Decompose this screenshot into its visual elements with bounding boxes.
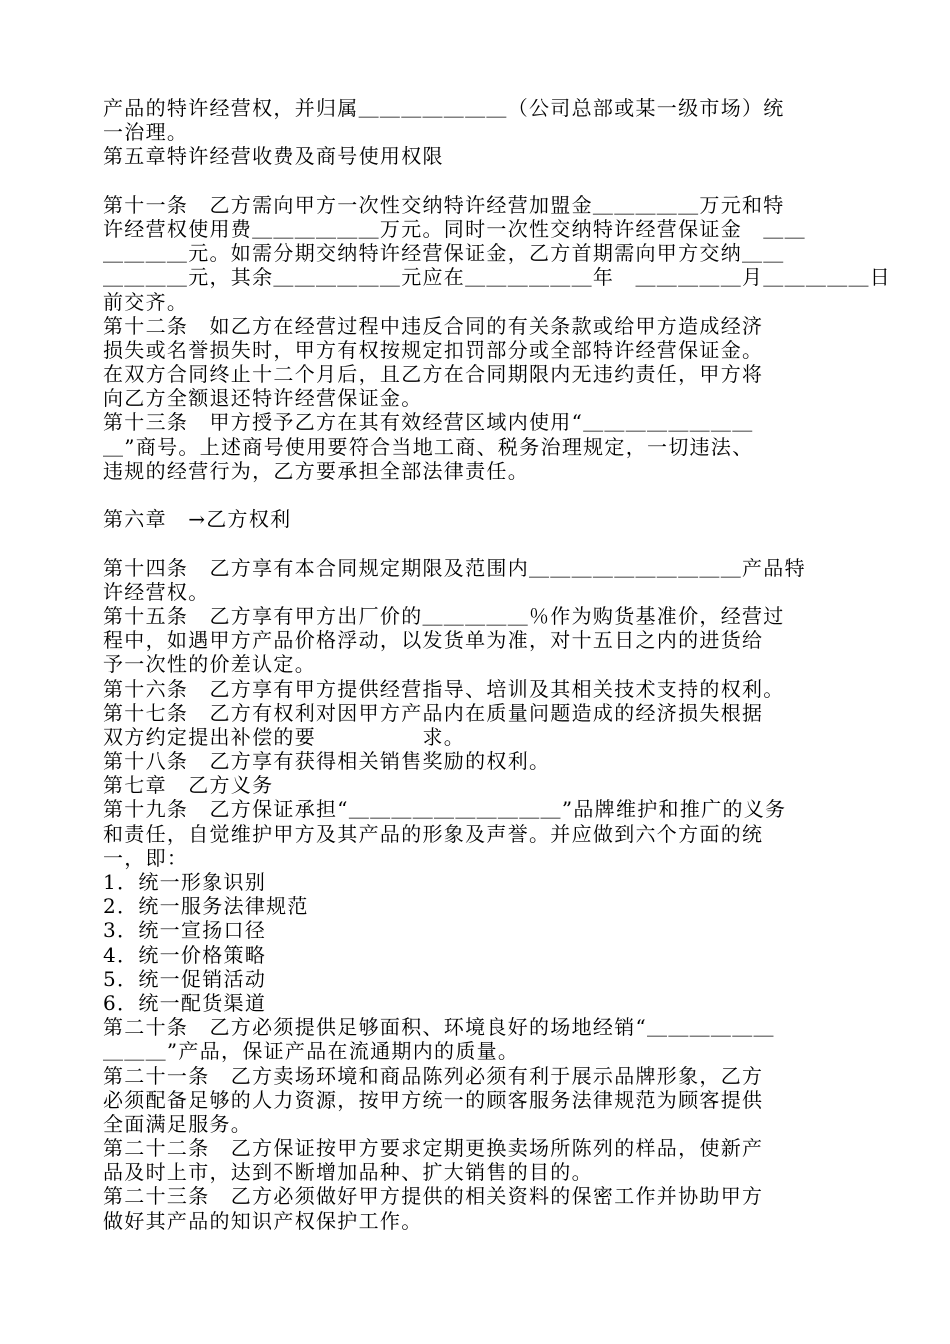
text-line: 向乙方全额退还特许经营保证金。 [103,386,423,411]
text-line: 第十七条 乙方有权利对因甲方产品内在质量问题造成的经济损失根据 [103,700,764,725]
text-line: 5．统一促销活动 [103,966,267,991]
text-line: 全面满足服务。 [103,1111,253,1136]
text-line: 第七章 乙方义务 [103,773,274,798]
text-line: 第二十一条 乙方卖场环境和商品陈列必须有利于展示品牌形象，乙方 [103,1063,764,1088]
blank-line [103,169,863,193]
document-page [103,96,892,1233]
text-line: 违规的经营行为，乙方要承担全部法律责任。 [103,458,529,483]
text-line: 第十五条 乙方享有甲方出厂价的＿＿＿＿＿％作为购货基准价，经营过 [103,603,785,628]
text-line: 品及时上市，达到不断增加品种、扩大销售的目的。 [103,1160,593,1185]
blank-line [103,483,863,507]
text-line: ＿＿＿”产品，保证产品在流通期内的质量。 [103,1039,520,1064]
text-line: 一治理。 [103,120,189,145]
text-line: ＿＿＿＿元。如需分期交纳特许经营保证金，乙方首期需向甲方交纳＿＿ [103,241,785,266]
text-line: 第十三条 甲方授予乙方在其有效经营区域内使用“＿＿＿＿＿＿＿＿ [103,410,754,435]
text-line: ＿＿＿＿元，其余＿＿＿＿＿＿元应在＿＿＿＿＿＿年 ＿＿＿＿＿月＿＿＿＿＿日 [103,265,892,290]
text-line: 第十六条 乙方享有甲方提供经营指导、培训及其相关技术支持的权利。 [103,676,785,701]
text-line: 第二十三条 乙方必须做好甲方提供的相关资料的保密工作并协助甲方 [103,1184,764,1209]
text-line: 和责任，自觉维护甲方及其产品的形象及声誉。并应做到六个方面的统 [103,821,764,846]
text-line: 第二十条 乙方必须提供足够面积、环境良好的场地经销“＿＿＿＿＿＿ [103,1015,775,1040]
text-line: 第十九条 乙方保证承担“＿＿＿＿＿＿＿＿＿＿”品牌维护和推广的义务 [103,797,787,822]
text-line: 第五章特许经营收费及商号使用权限 [103,144,444,169]
text-line: 6．统一配货渠道 [103,990,267,1015]
text-line: 许经营权。 [103,579,210,604]
text-line: 第十二条 如乙方在经营过程中违反合同的有关条款或给甲方造成经济 [103,313,764,338]
text-line: 损失或名誉损失时，甲方有权按规定扣罚部分或全部特许经营保证金。 [103,337,764,362]
text-line: 一，即： [103,845,189,870]
text-line: 4．统一价格策略 [103,942,267,967]
text-line: 第十八条 乙方享有获得相关销售奖励的权利。 [103,749,551,774]
text-line: 3．统一宣扬口径 [103,918,267,943]
text-line: 许经营权使用费＿＿＿＿＿＿万元。同时一次性交纳特许经营保证金 ＿＿ [103,216,806,241]
text-line: 双方约定提出补偿的要 求。 [103,724,466,749]
text-line: 2．统一服务法律规范 [103,894,309,919]
text-line: 做好其产品的知识产权保护工作。 [103,1208,423,1233]
blank-line [103,531,863,555]
text-line: 第六章 →乙方权利 [103,507,292,532]
text-line: 程中，如遇甲方产品价格浮动，以发货单为准，对十五日之内的进货给 [103,628,764,653]
text-line: 必须配备足够的人力资源，按甲方统一的顾客服务法律规范为顾客提供 [103,1087,764,1112]
text-line: 前交齐。 [103,289,189,314]
text-line: 第二十二条 乙方保证按甲方要求定期更换卖场所陈列的样品，使新产 [103,1136,764,1161]
text-line: 第十四条 乙方享有本合同规定期限及范围内＿＿＿＿＿＿＿＿＿＿产品特 [103,555,806,580]
text-line: 予一次性的价差认定。 [103,652,316,677]
text-line: 第十一条 乙方需向甲方一次性交纳特许经营加盟金＿＿＿＿＿万元和特 [103,192,785,217]
text-line: ＿”商号。上述商号使用要符合当地工商、税务治理规定，一切违法、 [103,434,754,459]
text-line: 1．统一形象识别 [103,870,267,894]
text-line: 产品的特许经营权，并归属＿＿＿＿＿＿＿（公司总部或某一级市场）统 [103,96,785,120]
text-line: 在双方合同终止十二个月后，且乙方在合同期限内无违约责任，甲方将 [103,362,764,387]
